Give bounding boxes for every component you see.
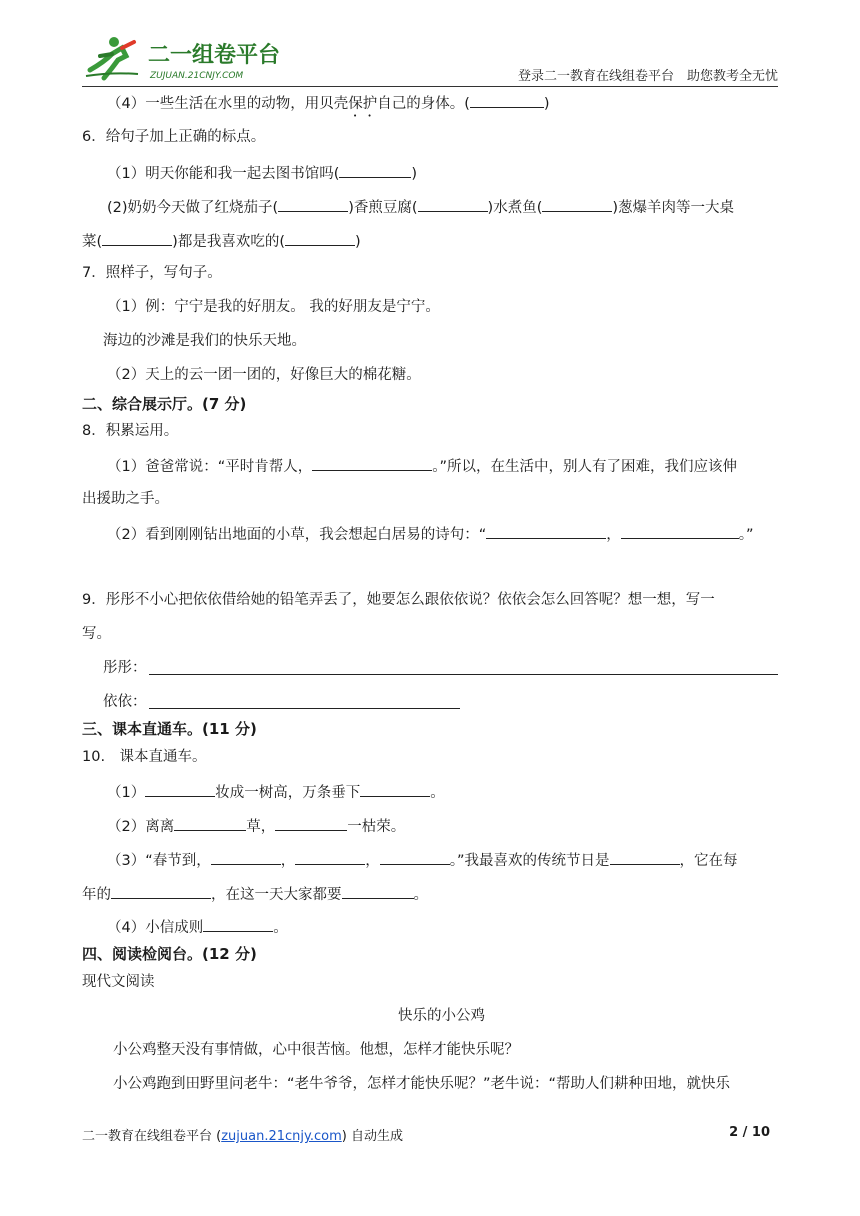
answer-blank[interactable] — [203, 916, 273, 932]
answer-line-yiyi[interactable] — [149, 707, 460, 709]
answer-blank[interactable] — [621, 523, 739, 539]
answer-blank[interactable] — [342, 883, 414, 899]
text: （1）明天你能和我一起去图书馆吗( — [107, 166, 340, 182]
text: 草， — [246, 819, 276, 835]
section-4-title: 四、阅读检阅台。(12 分) — [82, 945, 257, 963]
footer-text: 二一教育在线组卷平台 ( — [82, 1129, 222, 1144]
q7-item-1: （1）例：宁宁是我的好朋友。 我的好朋友是宁宁。 — [107, 299, 440, 315]
text: 一枯荣。 — [347, 819, 406, 835]
text: )香煎豆腐( — [348, 200, 418, 216]
text: ，在这一天大家都要 — [211, 887, 342, 903]
text: 。 — [273, 920, 288, 936]
section-3-title: 三、课本直通车。(11 分) — [82, 720, 257, 738]
answer-blank[interactable] — [360, 781, 430, 797]
q10-heading: 10. 课本直通车。 — [82, 749, 207, 765]
answer-blank[interactable] — [211, 849, 281, 865]
answer-blank[interactable] — [111, 883, 211, 899]
answer-blank[interactable] — [278, 196, 348, 212]
text: ) — [411, 166, 418, 182]
q10-item-1 — [107, 781, 445, 803]
answer-blank[interactable] — [610, 849, 680, 865]
text: （4）小信成则 — [107, 920, 204, 936]
q8-item-1-cont: 出援助之手。 — [82, 491, 169, 507]
q8-heading: 8．积累运用。 — [82, 423, 179, 439]
answer-blank[interactable] — [102, 230, 172, 246]
reading-title: 快乐的小公鸡 — [398, 1008, 485, 1024]
text: )葱爆羊肉等一大桌 — [612, 200, 735, 216]
q7-heading: 7．照样子，写句子。 — [82, 265, 222, 281]
text: 妆成一树高，万条垂下 — [215, 785, 361, 801]
text: （4）一些生活在水里的动物，用贝壳 — [107, 96, 349, 112]
q6-item-1 — [107, 162, 417, 184]
runner-icon — [86, 37, 138, 78]
q10-item-4 — [107, 916, 288, 938]
logo-subtext: ZUJUAN.21CNJY.COM — [150, 71, 244, 81]
answer-blank[interactable] — [486, 523, 606, 539]
q7-item-2: （2）天上的云一团一团的，好像巨大的棉花糖。 — [107, 367, 421, 383]
page-number: 2 / 10 — [729, 1125, 770, 1140]
q6-item-2-cont — [82, 230, 361, 252]
q9-heading: 9．彤彤不小心把依依借给她的铅笔弄丢了，她要怎么跟依依说？依依会怎么回答呢？想一想，写一 — [82, 592, 715, 608]
answer-line-tongtong[interactable] — [149, 673, 778, 675]
text: （1）爸爸常说：“平时肯帮人， — [107, 459, 313, 475]
reading-paragraph-1: 小公鸡整天没有事情做，心中很苦恼。他想，怎样才能快乐呢？ — [113, 1042, 519, 1058]
text: 年的 — [82, 887, 111, 903]
answer-blank[interactable] — [339, 162, 411, 178]
logo-text: 二一组卷平台 — [148, 43, 281, 68]
answer-blank[interactable] — [295, 849, 365, 865]
q8-item-1 — [107, 455, 737, 477]
footer-link[interactable]: zujuan.21cnjy.com — [221, 1129, 342, 1144]
reading-paragraph-2: 小公鸡跑到田野里问老牛：“老牛爷爷，怎样才能快乐呢？”老牛说：“帮助人们耕种田地，就快乐 — [113, 1076, 731, 1092]
header-slogan: 登录二一教育在线组卷平台 助您教考全无忧 — [517, 69, 778, 84]
text: )都是我喜欢吃的( — [172, 234, 285, 250]
q9-heading-cont: 写。 — [82, 626, 111, 642]
q6-heading: 6．给句子加上正确的标点。 — [82, 129, 266, 145]
text: 。 — [413, 887, 428, 903]
answer-blank[interactable] — [285, 230, 355, 246]
q9-yiyi-label: 依依： — [103, 694, 147, 710]
text: ， — [280, 853, 296, 869]
text: )水煮鱼( — [487, 200, 543, 216]
answer-blank[interactable] — [470, 92, 544, 108]
text: ， — [606, 527, 621, 543]
q5-item-4 — [107, 92, 550, 120]
q7-item-1-task: 海边的沙滩是我们的快乐天地。 — [103, 333, 306, 349]
answer-blank[interactable] — [542, 196, 612, 212]
text: （2）看到刚刚钻出地面的小草，我会想起白居易的诗句：“ — [107, 527, 487, 543]
text: （2）离离 — [107, 819, 175, 835]
text: （3）“春节到， — [107, 853, 211, 869]
q8-item-2 — [107, 523, 754, 545]
section-2-title: 二、综合展示厅。(7 分) — [82, 395, 247, 413]
page-footer — [82, 1125, 403, 1144]
answer-blank[interactable] — [275, 815, 347, 831]
page-header — [82, 28, 778, 87]
text: ，它在每 — [679, 853, 738, 869]
footer-text: ) 自动生成 — [341, 1129, 403, 1144]
emphasized-text: 保护 — [348, 96, 378, 112]
text: 。”所以，在生活中，别人有了困难，我们应该伸 — [432, 459, 738, 475]
text: 。” — [738, 527, 754, 543]
text: (2)奶奶今天做了红烧茄子( — [107, 200, 279, 216]
q6-item-2 — [107, 196, 734, 218]
text: 。”我最喜欢的传统节日是 — [449, 853, 610, 869]
text: ) — [543, 96, 550, 112]
text: 。 — [430, 785, 445, 801]
q9-tongtong-label: 彤彤： — [103, 660, 147, 676]
text: 菜( — [82, 234, 103, 250]
text: （1） — [107, 785, 146, 801]
logo — [82, 34, 342, 82]
text: ) — [355, 234, 361, 250]
text: 自己的身体。( — [377, 96, 470, 112]
answer-blank[interactable] — [174, 815, 246, 831]
answer-blank[interactable] — [312, 455, 432, 471]
q10-item-3-cont — [82, 883, 428, 905]
q10-item-2 — [107, 815, 405, 837]
answer-blank[interactable] — [145, 781, 215, 797]
q10-item-3 — [107, 849, 738, 871]
answer-blank[interactable] — [418, 196, 488, 212]
answer-blank[interactable] — [380, 849, 450, 865]
text: ， — [365, 853, 380, 869]
reading-label: 现代文阅读 — [82, 974, 155, 990]
